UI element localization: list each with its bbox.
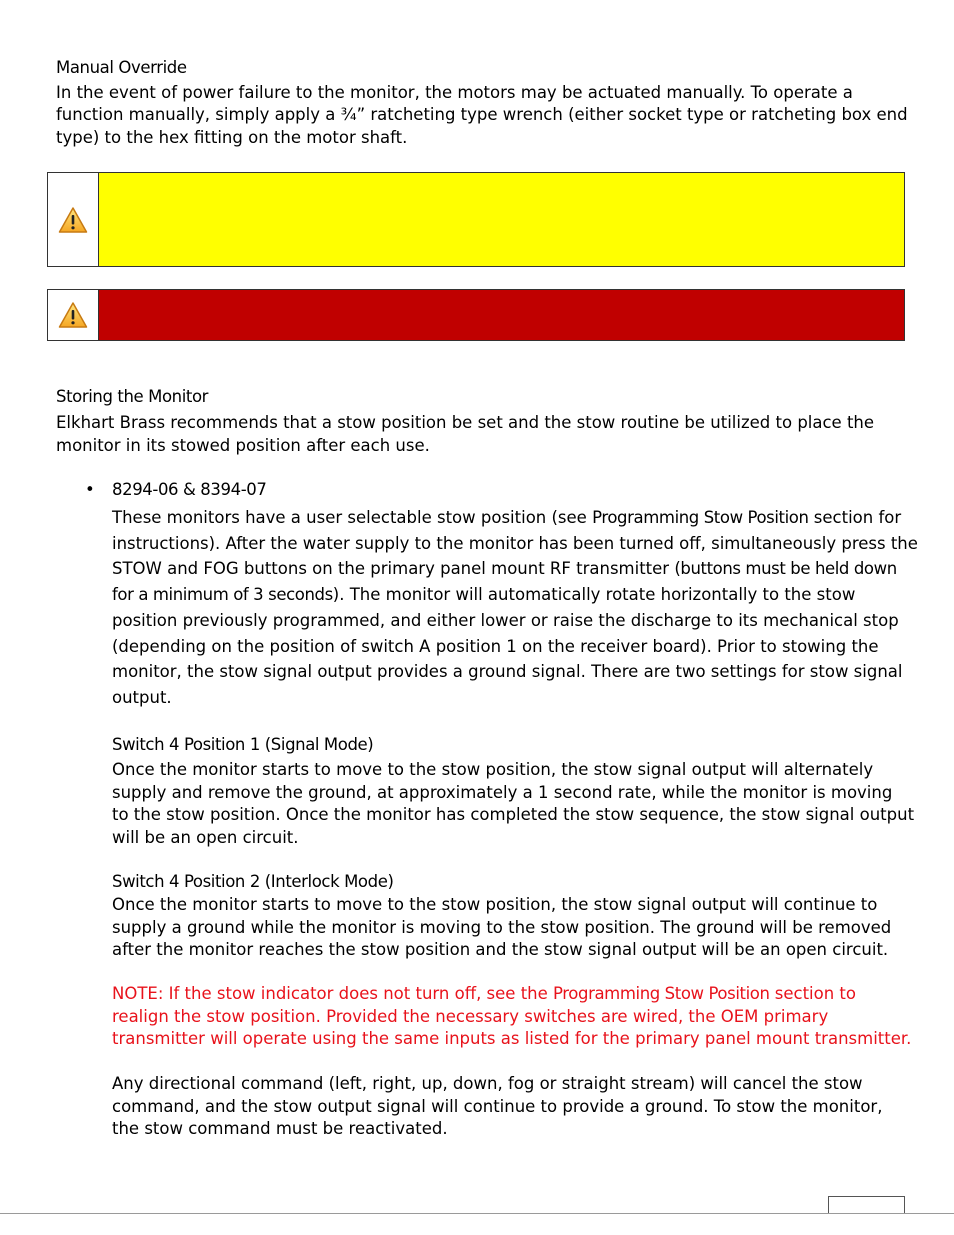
switch-interlock-mode-heading: Switch 4 Position 2 (Interlock Mode) — [112, 872, 394, 891]
switch-signal-mode-heading: Switch 4 Position 1 (Signal Mode) — [112, 735, 374, 754]
page-number-tab — [828, 1196, 905, 1213]
manual-override-heading: Manual Override — [56, 58, 187, 77]
bullet-title: 8294-06 & 8394-07 — [112, 480, 267, 499]
manual-override-text: In the event of power failure to the monitor, the motors may be actuated manually. To operate a function manually, simply apply a ¾” ratcheting type wrench (either socket type or ratcheting box end type) to the hex fitting on the motor shaft. — [56, 83, 908, 147]
bullet-text: These monitors have a user selectable stow position (see Programming Stow Position section for instructions). After the water supply to the monitor has been turned off, simultaneously press the STOW and FOG buttons on the primary panel mount RF transmitter (buttons must be held down for a minimum of 3 seconds). The monitor will automatically rotate horizontally to the stow position previously programmed, and either lower or raise the discharge to its mechanical stop (depending on the position of switch A position 1 on the receiver board). Prior to stowing the monitor, the stow signal output provides a ground signal. There are two settings for stow signal output. — [112, 508, 918, 707]
switch-interlock-mode-text: Once the monitor starts to move to the stow position, the stow signal output will continue to supply a ground while the monitor is moving to the stow position. The ground will be removed after the monitor reaches the stow position and the stow signal output will be an open circuit. — [112, 895, 892, 959]
directional-command-text: Any directional command (left, right, up, down, fog or straight stream) will cancel the stow command, and the stow output signal will continue to provide a ground. To stow the monitor, the stow command must be reactivated. — [112, 1074, 883, 1138]
note-text: NOTE: If the stow indicator does not turn off, see the Programming Stow Position section to realign the stow position. Provided the necessary switches are wired, the OEM primary transmitter will operate using the same inputs as listed for the primary panel mount transmitter. — [112, 984, 912, 1048]
bullet-dot: • — [85, 480, 95, 499]
footer-rule — [0, 1213, 954, 1214]
switch-signal-mode-text: Once the monitor starts to move to the stow position, the stow signal output will alternately supply and remove the ground, at approximately a 1 second rate, while the monitor is moving to the stow position. Once the monitor has completed the stow sequence, the stow signal output will be an open circuit. — [112, 760, 915, 847]
warning-box-red — [47, 289, 905, 341]
storing-monitor-text: Elkhart Brass recommends that a stow position be set and the stow routine be utilized to place the monitor in its stowed position after each use. — [56, 413, 875, 455]
storing-monitor-heading: Storing the Monitor — [56, 387, 209, 406]
warning-triangle-icon — [58, 206, 88, 234]
caution-box-yellow — [47, 172, 905, 267]
warning-triangle-icon — [58, 301, 88, 329]
